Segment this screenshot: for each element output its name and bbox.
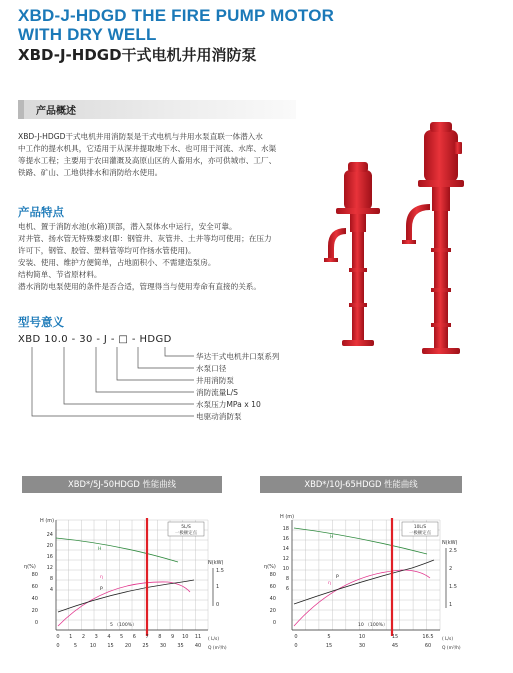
q-tick: 15	[391, 634, 399, 640]
q-m3h-unit: Q (m³/h)	[442, 646, 461, 651]
model-legend-item: 华达干式电机井口泵系列	[196, 352, 280, 361]
model-code: XBD 10.0 - 30 - J - □ - HDGD	[18, 334, 172, 345]
h-tick: 8	[49, 576, 53, 582]
model-legend-item: 井用消防泵	[196, 376, 234, 385]
rated-mark: 5 （100%）	[110, 623, 137, 628]
h-axis-label: H (m)	[280, 514, 295, 520]
leader-line	[165, 347, 194, 356]
h-tick: 12	[282, 556, 289, 562]
n-tick: 1	[216, 584, 220, 590]
eta-tick: 40	[269, 596, 276, 602]
h-tick: 12	[46, 565, 53, 571]
h-tick: 6	[285, 586, 289, 592]
q-tick: 0	[294, 643, 298, 649]
eta-tick: 60	[269, 584, 276, 590]
q-tick: 15	[325, 643, 333, 649]
q-tick: 30	[358, 643, 366, 649]
h-tick: 16	[46, 554, 53, 560]
q-tick: 60	[424, 643, 432, 649]
h-tick: 8	[285, 576, 289, 582]
q-tick: 35	[177, 643, 184, 649]
curve-p	[58, 580, 194, 612]
q-tick: 2	[81, 634, 86, 640]
h-tick: 16	[282, 536, 289, 542]
overview-line: 中工作的提水机具，它适用于从深井提取地下水、也可用于河流、水库、水渠	[18, 144, 277, 153]
feature-line: 安装、使用、维护方便简单，占地面积小、不需建造泵房。	[18, 258, 216, 267]
eta-tick: 0	[272, 620, 276, 626]
feature-line: 潜水消防电泵使用的条件是否合适，管理得当与使用寿命有直接的关系。	[18, 282, 261, 291]
overview-heading: 产品概述	[36, 106, 76, 117]
pump-left	[324, 162, 380, 346]
features-heading: 产品特点	[18, 205, 64, 219]
q-tick: 5	[73, 643, 78, 649]
q-tick: 4	[107, 634, 111, 640]
leader-line	[64, 347, 194, 404]
eta-tick: 20	[269, 608, 276, 614]
n-tick: 1.5	[449, 584, 457, 590]
rated-mark: 10 （100%）	[358, 623, 388, 628]
chart-right-title: XBD*/10J-65HDGD 性能曲线	[260, 476, 462, 493]
leader-line	[117, 347, 194, 380]
n-tick: 2.5	[449, 548, 457, 554]
model-legend-item: 水泵压力MPa x 10	[196, 400, 261, 409]
curve-label-h: H	[98, 547, 102, 552]
n-tick: 1.5	[216, 568, 224, 574]
n-axis-label: N(kW)	[442, 540, 458, 546]
h-tick: 10	[282, 566, 289, 572]
h-tick: 20	[46, 543, 53, 549]
q-tick: 15	[107, 643, 114, 649]
q-ls-unit: ( L/s)	[208, 637, 220, 642]
title-english-line1: XBD-J-HDGD THE FIRE PUMP MOTOR	[18, 6, 335, 25]
q-tick: 20	[124, 643, 132, 649]
rated-flag-text: 10L/S	[413, 525, 427, 530]
rated-flag-text: 5L/S	[181, 525, 191, 530]
q-tick: 10	[182, 634, 189, 640]
q-tick: 5	[120, 634, 124, 640]
feature-line: 对井管、扬水管无特殊要求(即：钢管井、灰管井、土井等均可使用；在压力	[18, 234, 272, 243]
overview-line: 铁路、矿山、工地供排水和消防给水使用。	[18, 168, 163, 177]
q-tick: 5	[327, 634, 331, 640]
eta-tick: 80	[31, 572, 38, 578]
q-m3h-unit: Q (m³/h)	[208, 646, 227, 651]
curve-eta	[294, 570, 430, 626]
q-tick: 40	[194, 643, 202, 649]
q-tick: 0	[56, 643, 60, 649]
overview-line: XBD-J-HDGD干式电机井用消防泵是干式电机与井用水泵直联一体潜入水	[18, 132, 263, 141]
q-tick: 11	[194, 634, 202, 640]
title-chinese: XBD-J-HDGD干式电机井用消防泵	[18, 46, 257, 64]
feature-line: 许可下，钢管、胶管、塑料管等均可作扬水管使用)。	[18, 246, 196, 255]
n-tick: 2	[449, 566, 453, 572]
q-tick: 9	[170, 634, 175, 640]
h-tick: 24	[46, 532, 53, 538]
title-english-line2: WITH DRY WELL	[18, 25, 157, 44]
leader-line	[96, 347, 194, 392]
q-tick: 25	[142, 643, 149, 649]
chart-right	[262, 508, 484, 658]
model-legend-item: 电驱动消防泵	[196, 412, 242, 421]
q-ls-unit: ( L/s)	[442, 637, 454, 642]
leader-line	[138, 347, 194, 368]
chart-left-title: XBD*/5J-50HDGD 性能曲线	[22, 476, 222, 493]
feature-line: 结构简单、节省原材料。	[18, 270, 102, 279]
q-tick: 3	[94, 634, 98, 640]
eta-tick: 40	[31, 596, 38, 602]
n-tick: 0	[216, 602, 220, 608]
chart-left-grid	[56, 520, 208, 630]
eta-tick: 80	[269, 572, 276, 578]
q-tick: 30	[159, 643, 167, 649]
h-tick: 18	[282, 526, 289, 532]
chart-right-grid	[292, 520, 440, 630]
n-axis-label: N(kW)	[208, 560, 224, 566]
model-heading: 型号意义	[18, 315, 64, 329]
q-tick: 0	[56, 634, 60, 640]
eta-axis-label: η(%)	[24, 564, 36, 570]
q-tick: 10	[89, 643, 97, 649]
curve-label-eta: η	[100, 575, 103, 580]
pump-right	[402, 122, 464, 354]
q-tick: 45	[391, 643, 399, 649]
rated-flag-text: 一极额定点	[175, 531, 197, 536]
curve-label-p: P	[336, 575, 339, 580]
q-tick: 6	[132, 634, 136, 640]
overview-line: 等提水工程；主要用于农田灌溉及高原山区的人畜用水，亦可供城市、工厂、	[18, 156, 277, 165]
q-tick: 0	[294, 634, 298, 640]
h-axis-label: H (m)	[40, 518, 55, 524]
leader-line	[32, 347, 194, 416]
curve-label-p: P	[100, 587, 103, 592]
n-tick: 1	[449, 602, 453, 608]
eta-tick: 0	[34, 620, 38, 626]
chart-left	[18, 508, 240, 658]
rated-flag-text: 一极额定点	[409, 531, 431, 536]
q-tick: 8	[158, 634, 162, 640]
feature-line: 电机、置于消防水池(水箱)顶部，潜入泵体水中运行，安全可靠。	[18, 222, 237, 231]
q-tick: 7	[145, 634, 149, 640]
model-legend-item: 水泵口径	[196, 364, 227, 373]
model-legend-item: 消防流量L/S	[196, 388, 238, 397]
h-tick: 4	[49, 587, 53, 593]
q-tick: 10	[358, 634, 366, 640]
eta-tick: 20	[31, 608, 38, 614]
q-tick: 1	[69, 634, 73, 640]
pump-illustration	[306, 118, 506, 368]
eta-tick: 60	[31, 584, 38, 590]
q-tick: 16.5	[422, 634, 434, 640]
h-tick: 14	[282, 546, 289, 552]
curve-label-eta: η	[328, 581, 331, 586]
curve-label-h: H	[330, 535, 334, 540]
eta-axis-label: η(%)	[264, 564, 276, 570]
